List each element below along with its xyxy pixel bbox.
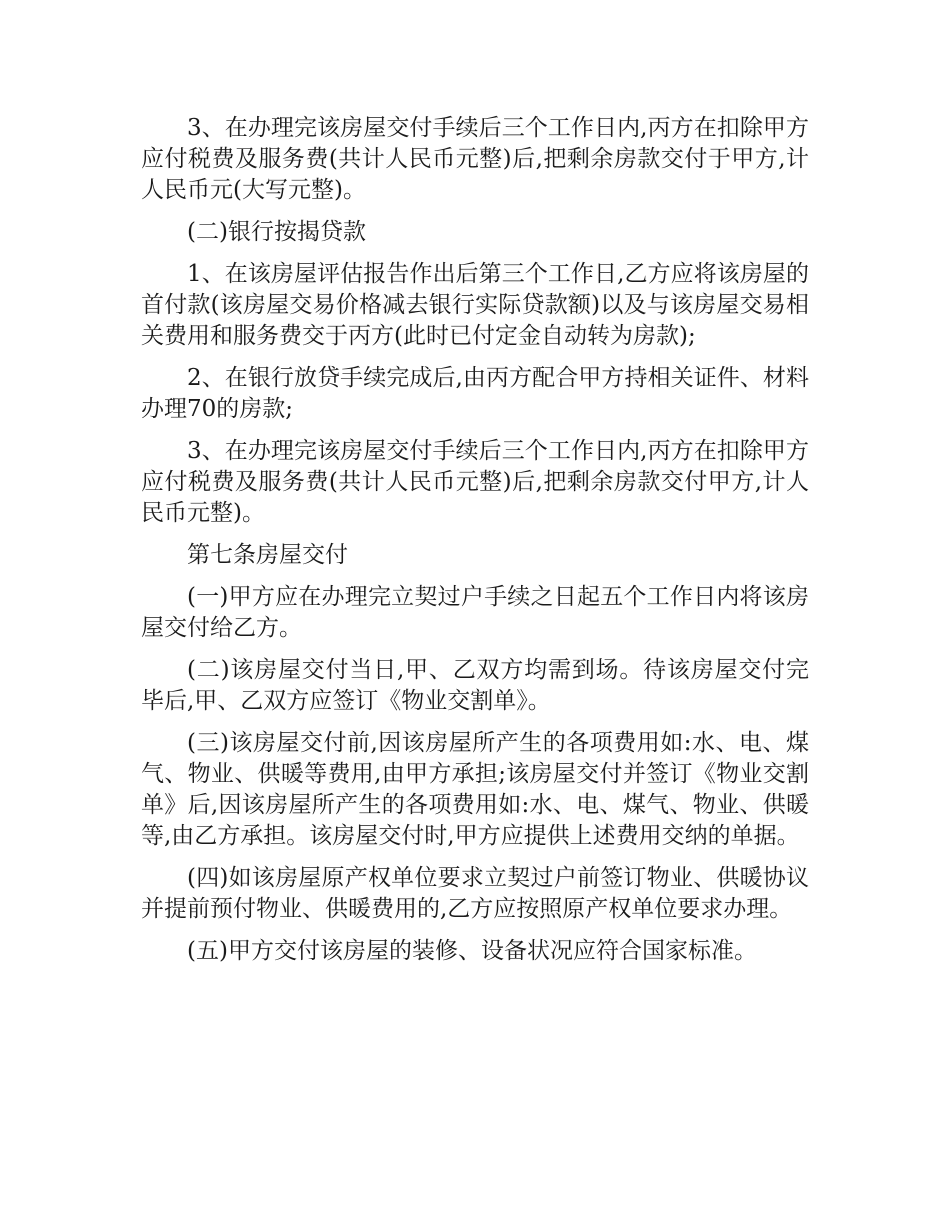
paragraph-delivery-item-3: (三)该房屋交付前,因该房屋所产生的各项费用如:水、电、煤气、物业、供暖等费用,由甲方承担;该房屋交付并签订《物业交割单》后,因该房屋所产生的各项费用如:水、电、煤气、物业、供暖等,由乙方承担。该房屋交付时,甲方应提供上述费用交纳的单据。 <box>141 730 809 849</box>
paragraph-article-seven-heading: 第七条房屋交付 <box>187 542 348 568</box>
paragraph-loan-release-clause: 2、在银行放贷手续完成后,由丙方配合甲方持相关证件、材料办理70的房款; <box>141 365 809 422</box>
paragraph-payment-delivery-clause-2: 3、在办理完该房屋交付手续后三个工作日内,丙方在扣除甲方应付税费及服务费(共计人民币元整)后,把剩余房款交付甲方,计人民币元整)。 <box>141 438 809 526</box>
paragraph-down-payment-clause: 1、在该房屋评估报告作出后第三个工作日,乙方应将该房屋的首付款(该房屋交易价格减去银行实际贷款额)以及与该房屋交易相关费用和服务费交于丙方(此时已付定金自动转为房款); <box>141 261 809 349</box>
paragraph-bank-mortgage-heading: (二)银行按揭贷款 <box>187 219 366 245</box>
paragraph-delivery-item-5: (五)甲方交付该房屋的装修、设备状况应符合国家标准。 <box>187 938 757 964</box>
paragraph-delivery-item-4: (四)如该房屋原产权单位要求立契过户前签订物业、供暖协议并提前预付物业、供暖费用的,乙方应按照原产权单位要求办理。 <box>141 865 809 922</box>
paragraph-delivery-item-2: (二)该房屋交付当日,甲、乙双方均需到场。待该房屋交付完毕后,甲、乙双方应签订《物业交割单》。 <box>141 657 809 714</box>
document-body <box>141 113 809 978</box>
paragraph-delivery-item-1: (一)甲方应在办理完立契过户手续之日起五个工作日内将该房屋交付给乙方。 <box>141 584 809 641</box>
paragraph-payment-delivery-clause-1: 3、在办理完该房屋交付手续后三个工作日内,丙方在扣除甲方应付税费及服务费(共计人民币元整)后,把剩余房款交付于甲方,计人民币元(大写元整)。 <box>141 115 809 203</box>
